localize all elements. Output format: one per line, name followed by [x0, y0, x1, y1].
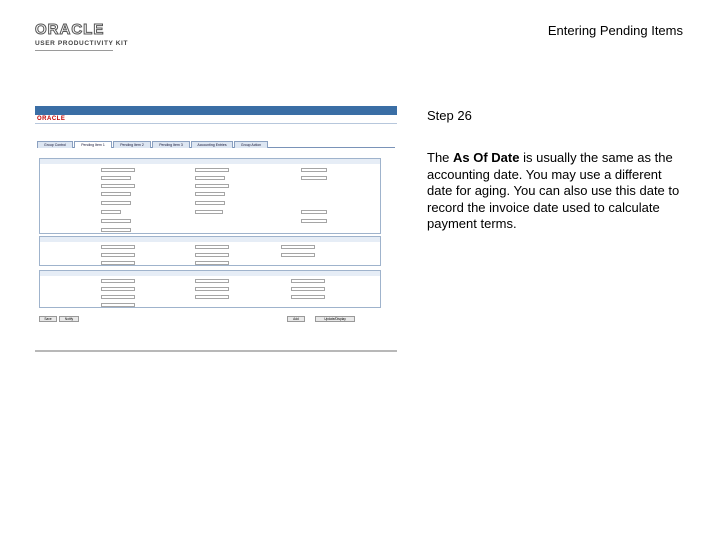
field[interactable] — [101, 279, 135, 283]
field[interactable] — [101, 295, 135, 299]
field[interactable] — [301, 176, 327, 180]
logo-divider — [35, 50, 113, 51]
oracle-upk-logo — [35, 22, 155, 47]
tab-group-action[interactable]: Group Action — [234, 141, 268, 148]
field[interactable] — [101, 219, 131, 223]
field[interactable] — [101, 201, 131, 205]
field[interactable] — [195, 176, 225, 180]
app-header-bar — [35, 115, 397, 124]
field[interactable] — [301, 219, 327, 223]
tab-pending-item-3[interactable]: Pending Item 3 — [152, 141, 190, 148]
application-screenshot — [35, 106, 397, 352]
field[interactable] — [101, 176, 131, 180]
step-description — [427, 150, 689, 233]
field[interactable] — [195, 295, 229, 299]
field[interactable] — [195, 168, 229, 172]
screenshot-bottom-rule — [35, 350, 397, 352]
pending-item-group-header — [40, 159, 380, 164]
step-description-rest: is usually the same as the accounting date. You may use a different date for aging. You can also use this date to record the invoice date used to calculate payment terms. — [427, 150, 680, 231]
field[interactable] — [195, 201, 225, 205]
field[interactable] — [195, 210, 223, 214]
field[interactable] — [101, 287, 135, 291]
field[interactable] — [101, 261, 135, 265]
field[interactable] — [195, 261, 229, 265]
field[interactable] — [101, 245, 135, 249]
slide-title: Entering Pending Items — [547, 23, 683, 38]
step-description-highlight: As Of Date — [453, 150, 520, 165]
field[interactable] — [101, 192, 131, 196]
field[interactable] — [291, 287, 325, 291]
step-description-lead: The — [427, 150, 454, 165]
field[interactable] — [195, 184, 229, 188]
app-menu-bar — [35, 106, 397, 115]
as-of-date-field[interactable] — [101, 184, 135, 188]
reference-information-group-header — [40, 271, 380, 276]
field[interactable] — [195, 245, 229, 249]
field[interactable] — [195, 279, 229, 283]
field[interactable] — [291, 295, 325, 299]
field[interactable] — [281, 253, 315, 257]
add-button[interactable]: Add — [287, 316, 305, 322]
tab-accounting-entries[interactable]: Accounting Entries — [191, 141, 233, 148]
logo-upk-text: USER PRODUCTIVITY KIT — [35, 40, 129, 47]
tab-group-control[interactable]: Group Control — [37, 141, 73, 148]
field[interactable] — [101, 253, 135, 257]
tab-pending-item-2[interactable]: Pending Item 2 — [113, 141, 151, 148]
tab-pending-item-1[interactable]: Pending Item 1 — [74, 141, 112, 148]
payment-terms-group-header — [40, 237, 380, 242]
field[interactable] — [195, 253, 229, 257]
field[interactable] — [195, 287, 229, 291]
field[interactable] — [101, 210, 121, 214]
field[interactable] — [291, 279, 325, 283]
field[interactable] — [101, 303, 135, 307]
app-oracle-logo: ORACLE — [37, 116, 66, 122]
step-title: Step 26 — [427, 108, 472, 123]
notify-button[interactable]: Notify — [59, 316, 79, 322]
field[interactable] — [101, 228, 131, 232]
field[interactable] — [195, 192, 225, 196]
save-button[interactable]: Save — [39, 316, 57, 322]
field[interactable] — [301, 210, 327, 214]
field[interactable] — [281, 245, 315, 249]
field[interactable] — [101, 168, 135, 172]
app-tab-strip — [37, 141, 395, 148]
logo-oracle-text: ORACLE — [35, 21, 105, 38]
update-display-button[interactable]: Update/Display — [315, 316, 355, 322]
field[interactable] — [301, 168, 327, 172]
